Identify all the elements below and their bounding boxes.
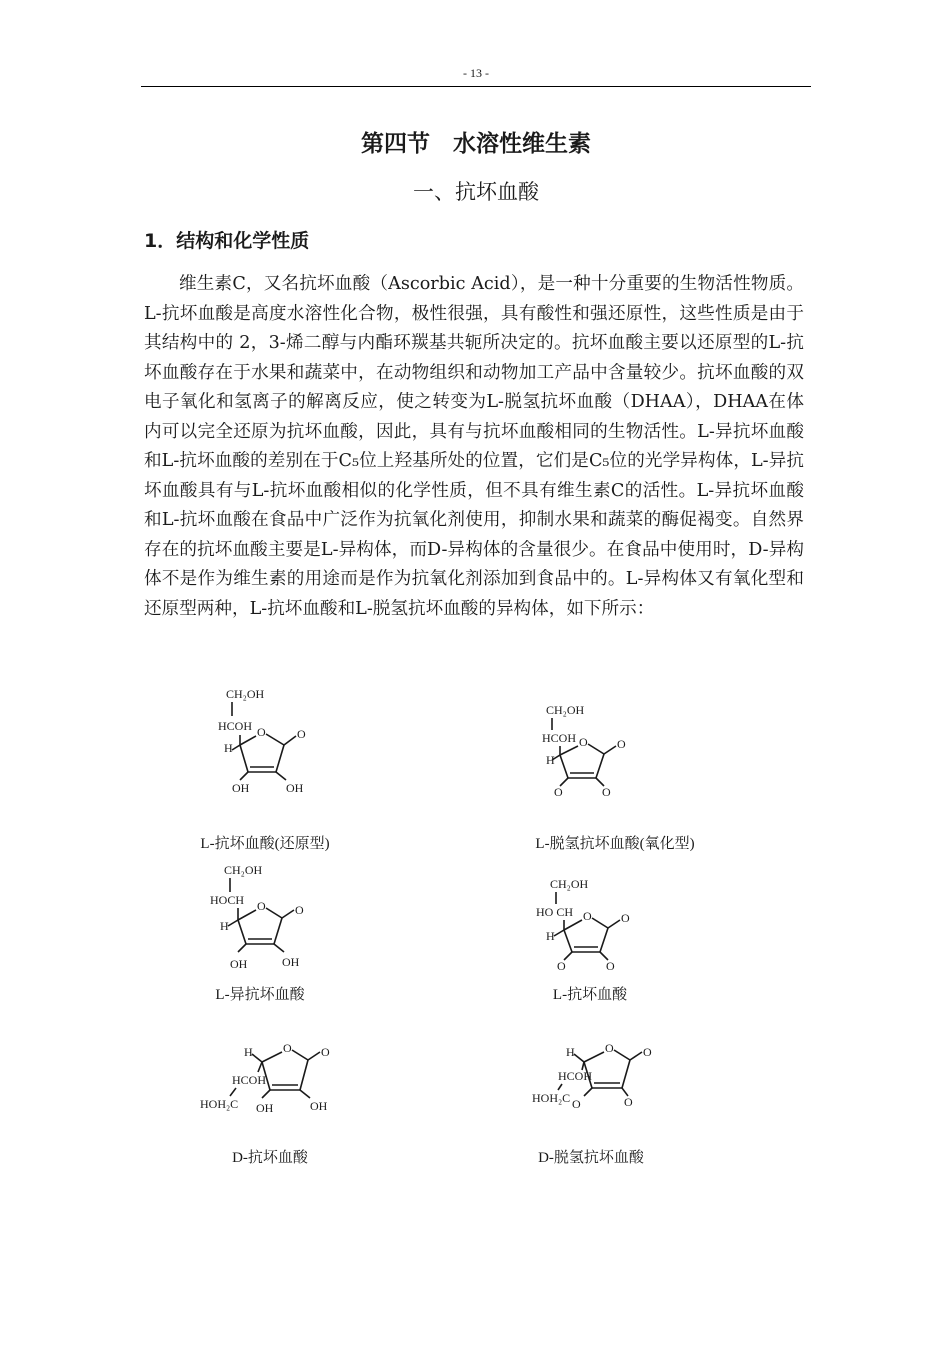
atom-side: HCOH xyxy=(232,1073,267,1087)
atom-top: CH₂OH xyxy=(224,863,263,877)
atom-top: CH₂OH xyxy=(546,703,585,717)
atom-h: H xyxy=(566,1045,575,1059)
atom-h: H xyxy=(546,929,555,943)
atom-h: H xyxy=(224,741,233,755)
atom-side: HOCH xyxy=(210,893,245,907)
atom-h: H xyxy=(546,753,555,767)
atom-top: CH₂OH xyxy=(550,877,589,891)
atom-ring-o: O xyxy=(605,1041,614,1055)
atom-carbonyl: O xyxy=(297,727,306,741)
atom-sub-right: OH xyxy=(310,1099,328,1113)
atom-sub-right: OH xyxy=(286,781,304,795)
atom-h: H xyxy=(220,919,229,933)
atom-ring-o: O xyxy=(257,725,266,739)
atom-ring-o: O xyxy=(257,899,266,913)
label-l-dehydroascorbic: L-脱氢抗坏血酸(氧化型) xyxy=(535,836,695,852)
atom-carbonyl: O xyxy=(643,1045,652,1059)
paragraph-text: 维生素C，又名抗坏血酸（Ascorbic Acid），是一种十分重要的生物活性物质。L-抗坏血酸是高度水溶性化合物，极性很强，具有酸性和强还原性，这些性质是由于其结构中的 2，3-烯二醇与内酯环羰基共轭所决定的。抗坏血酸主要以还原型的L-抗坏血酸存在于水果和蔬菜中，在动物组织和动物加工产品中含量较少。抗坏血酸的双电子氧化和氢离子的解离反应，使之转变为L-脱氢抗坏血酸（DHAA），DHAA在体内可以完全还原为抗坏血酸，因此，具有与抗坏血酸相同的生物活性。L-异抗坏血酸和L-抗坏血酸的差别在于C₅位上羟基所处的位置，它们是C₅位的光学异构体，L-异抗坏血酸具有与L-抗坏血酸相似的化学性质，但不具有维生素C的活性。L-异抗坏血酸和L-抗坏血酸在食品中广泛作为抗氧化剂使用，抑制水果和蔬菜的酶促褐变。自然界存在的抗坏血酸主要是L-异构体，而D-异构体的含量很少。在食品中使用时，D-异构体不是作为维生素的用途而是作为抗氧化剂添加到食品中的。L-异构体又有氧化型和还原型两种，L-抗坏血酸和L-脱氢抗坏血酸的异构体，如下所示： xyxy=(144,274,804,619)
page-number: - 13 - xyxy=(463,66,489,80)
atom-ring-o: O xyxy=(583,909,592,923)
atom-carbonyl: O xyxy=(621,911,630,925)
atom-ring-o: O xyxy=(579,735,588,749)
section-title: 第四节 水溶性维生素 xyxy=(361,131,591,157)
sub-title: 一、抗坏血酸 xyxy=(413,180,539,204)
label-d-ascorbic: D-抗坏血酸 xyxy=(232,1150,308,1166)
molecule-l-ascorbic-reduced xyxy=(190,680,340,809)
header-rule xyxy=(141,86,811,87)
atom-top: CH₂OH xyxy=(226,687,265,701)
molecule-d-dehydroascorbic xyxy=(530,1034,680,1138)
molecule-l-dehydroascorbic xyxy=(530,696,680,810)
atom-side: HCOH xyxy=(218,719,253,733)
body-paragraph xyxy=(144,270,804,624)
atom-sub-left: OH xyxy=(230,957,248,971)
label-l-ascorbic-reduced: L-抗坏血酸(还原型) xyxy=(200,836,330,852)
label-d-dehydroascorbic: D-脱氢抗坏血酸 xyxy=(538,1150,644,1166)
atom-sub-right: O xyxy=(606,959,615,973)
atom-bottom: HOH₂C xyxy=(532,1091,571,1105)
atom-sub-right: O xyxy=(602,785,611,799)
atom-sub-left: OH xyxy=(256,1101,274,1115)
atom-sub-right: OH xyxy=(282,955,300,969)
atom-carbonyl: O xyxy=(295,903,304,917)
atom-sub-left: O xyxy=(572,1097,581,1111)
atom-h: H xyxy=(244,1045,253,1059)
molecule-l-isoascorbic xyxy=(200,856,350,980)
subsection-heading: 1．结构和化学性质 xyxy=(144,230,310,252)
atom-carbonyl: O xyxy=(617,737,626,751)
molecule-l-ascorbic-alt xyxy=(530,870,680,984)
atom-sub-left: O xyxy=(554,785,563,799)
molecule-d-ascorbic xyxy=(198,1034,348,1138)
atom-ring-o: O xyxy=(283,1041,292,1055)
atom-bottom: HOH₂C xyxy=(200,1097,239,1111)
atom-sub-right: O xyxy=(624,1095,633,1109)
atom-carbonyl: O xyxy=(321,1045,330,1059)
atom-side: HCOH xyxy=(558,1069,593,1083)
atom-sub-left: OH xyxy=(232,781,250,795)
atom-sub-left: O xyxy=(557,959,566,973)
label-l-ascorbic: L-抗坏血酸 xyxy=(552,987,628,1003)
atom-side: HO CH xyxy=(536,905,574,919)
label-l-isoascorbic: L-异抗坏血酸 xyxy=(215,987,305,1003)
atom-side: HCOH xyxy=(542,731,577,745)
